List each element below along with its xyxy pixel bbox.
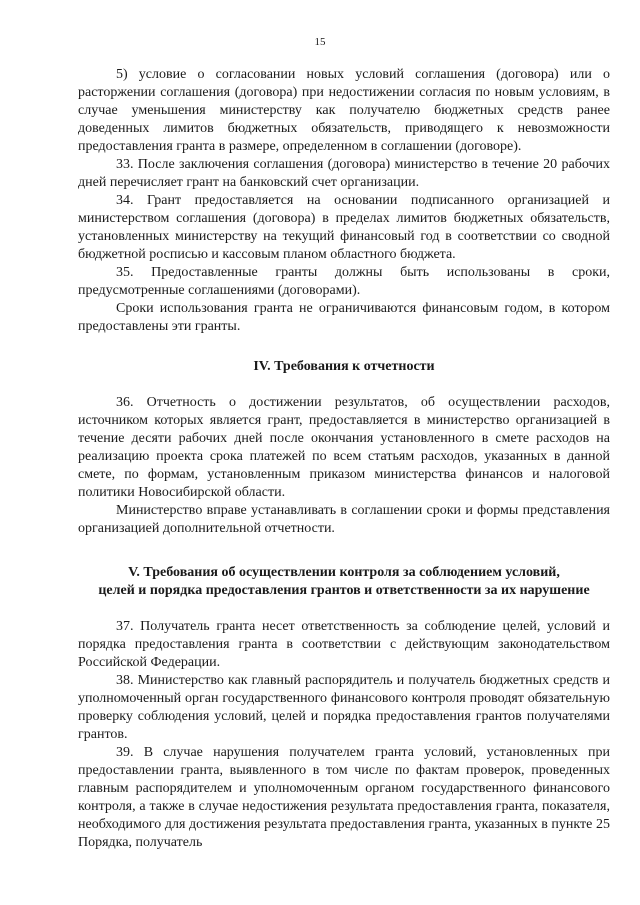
paragraph-33: 33. После заключения соглашения (договора) министерство в течение 20 рабочих дней перечисляет грант на банковский счет организации. <box>78 157 610 190</box>
paragraph-37: 37. Получатель гранта несет ответственность за соблюдение целей, условий и порядка предоставления гранта в соответствии с действующим законодательством Российской Федерации. <box>78 619 610 670</box>
page-number: 15 <box>314 36 326 48</box>
paragraph-35-terms: Сроки использования гранта не ограничиваются финансовым годом, в котором предоставлены эти гранты. <box>78 301 610 334</box>
paragraph-5-condition: 5) условие о согласовании новых условий соглашения (договора) или о расторжении соглашения (договора) при недостижении согласия по новым условиям, в случае уменьшения министерству как получателю бюджетных средств ранее доведенных лимитов бюджетных обязательств, приводящего к невозможности предоставления гранта в размере, определенном в соглашении (договоре). <box>78 67 610 154</box>
paragraph-36: 36. Отчетность о достижении результатов, об осуществлении расходов, источником которых является грант, предоставляется в министерство организацией в течение десяти рабочих дней после окончания установленного в смете расходов на реализацию проекта срока платежей по всем статьям расходов, указанных в данной смете, по формам, установленным приказом министерства финансов и налоговой политики Новосибирской области. <box>78 395 610 500</box>
section-5-heading <box>78 564 610 600</box>
paragraph-39: 39. В случае нарушения получателем гранта условий, установленных при предоставлении гранта, выявленного в том числе по фактам проверок, проведенных главным распорядителем и уполномоченным органом государственного финансового контроля, а также в случае недостижения результата предоставления гранта, показателя, необходимого для достижения результата предоставления гранта, указанных в пункте 25 Порядка, получатель <box>78 745 610 850</box>
paragraph-34: 34. Грант предоставляется на основании подписанного организацией и министерством соглашения (договора) в пределах лимитов бюджетных обязательств, установленных министерству на текущий финансовый год в соответствии со сводной бюджетной росписью и кассовым планом областного бюджета. <box>78 193 610 262</box>
section-5-heading-line-1: V. Требования об осуществлении контроля за соблюдением условий, <box>128 565 560 580</box>
section-5-heading-line-2: целей и порядка предоставления грантов и ответственности за их нарушение <box>98 583 590 598</box>
document-body <box>78 66 610 852</box>
paragraph-36-additional: Министерство вправе устанавливать в соглашении сроки и формы представления организацией дополнительной отчетности. <box>78 503 610 536</box>
section-4-heading: IV. Требования к отчетности <box>253 359 435 374</box>
paragraph-38: 38. Министерство как главный распорядитель и получатель бюджетных средств и уполномоченный орган государственного финансового контроля проводят обязательную проверку соблюдения условий, целей и порядка предоставления грантов получателями грантов. <box>78 673 610 742</box>
paragraph-35: 35. Предоставленные гранты должны быть использованы в сроки, предусмотренные соглашениями (договорами). <box>78 265 610 298</box>
